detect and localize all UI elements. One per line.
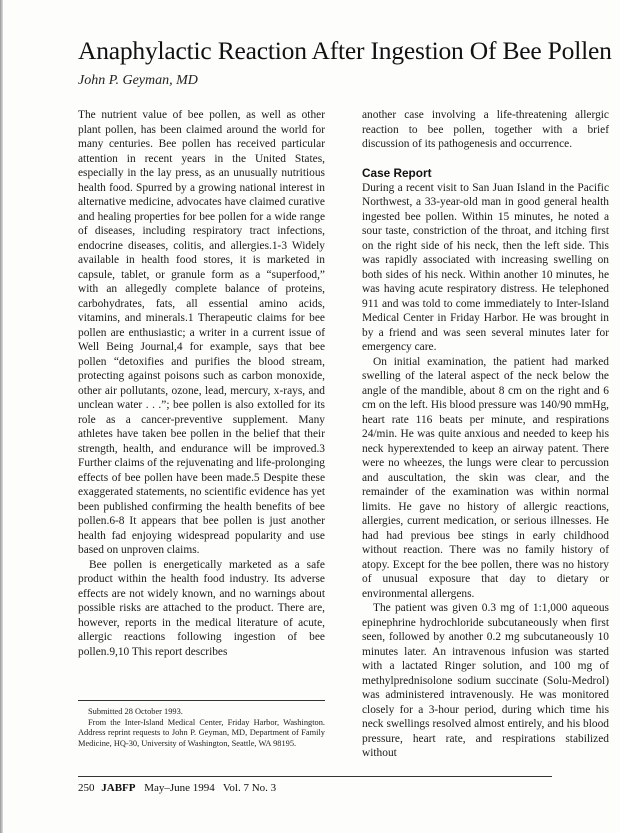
journal-issue: May–June 1994 Vol. 7 No. 3 [144,782,277,794]
paragraph-case-history: During a recent visit to San Juan Island in the Pacific Northwest, a 33-year-old man in good general health ingested bee pollen. Within 15 minutes, he noted a sour taste, constriction of the throat, and itching first on the right side of his neck, then the left side. This was rapidly associated with increasing swelling on both sides of his neck. Within another 10 minutes, he was having acute respiratory distress. He telephoned 911 and was told to come immediately to Inter-Island Medical Center in Friday Harbor. He was brought in by a friend and was seen several minutes later for emergency care. [362,181,609,353]
page-footer [78,781,276,795]
footnote-submitted: Submitted 28 October 1993. [88,707,183,716]
page-number: 250 [78,782,95,794]
right-column [362,108,609,761]
footer-divider [78,776,552,777]
paragraph-examination: On initial examination, the patient had marked swelling of the lateral aspect of the neck below the angle of the mandible, about 8 cm on the right and 6 cm on the left. His blood pressure was 140/90 mmHg, heart rate 116 beats per minute, and respirations 24/min. He was quite anxious and needed to keep his neck hyperextended to keep an airway patent. There were no wheezes, the lungs were clear to percussion and auscultation, the skin was clear, and the remainder of the examination was within normal limits. He gave no history of allergic reactions, allergies, current medication, or serious illnesses. He had had previous bee stings in early childhood without reaction. There was no family history of atopy. Except for the bee pollen, there was no history of unusual exposure that day to dietary or environmental allergens. [362,355,609,600]
paragraph-marketing: Bee pollen is energetically marketed as a safe product within the health food industry. Its adverse effects are not widely known, and no warnings about possible risks are attached to the product. There are, however, reports in the medical literature of acute, allergic reactions following ingestion of bee pollen.9,10 This report describes [78,558,325,658]
footnotes [78,707,325,749]
section-heading-case-report: Case Report [362,166,432,180]
paragraph-intro-continued: another case involving a life-threatening allergic reaction to bee pollen, together with a brief discussion of its pathogenesis and occurrence. [362,109,609,150]
article-author: John P. Geyman, MD [78,73,198,88]
footnote-affiliation: From the Inter-Island Medical Center, Friday Harbor, Washington. Address reprint requests to John P. Geyman, MD, Department of Family Medicine, HQ-30, University of Washington, Seattle, WA 98195. [78,717,325,748]
left-column [78,108,325,659]
page-binding-edge [0,0,3,833]
footnote-divider [78,700,325,701]
paragraph-intro: The nutrient value of bee pollen, as well as other plant pollen, has been claimed around the world for many centuries. Bee pollen has received particular attention in recent years in the United States, especially in the lay press, as an unusually nutritious health food. Spurred by a growing national interest in alternative medicine, advocates have claimed curative and healing properties for bee pollen for a wide range of diseases, including respiratory tract infections, endocrine diseases, colitis, and allergies.1-3 Widely available in health food stores, it is marketed in capsule, tablet, or granule form as a “superfood,” with an allegedly complete balance of proteins, carbohydrates, fats, all essential amino acids, vitamins, and minerals.1 Therapeutic claims for bee pollen are enthusiastic; a writer in a current issue of Well Being Journal,4 for example, says that bee pollen “detoxifies and purifies the blood stream, protecting against poisons such as carbon monoxide, other air pollutants, ozone, lead, mercury, x-rays, and unclean water . . .”; bee pollen is also extolled for its role as a cancer-preventive supplement. Many athletes have taken bee pollen in the belief that their strength, health, and endurance will be improved.3 Further claims of the rejuvenating and life-prolonging effects of bee pollen have been made.5 Despite these exaggerated statements, no scientific evidence has yet been published confirming the health benefits of bee pollen.6-8 It appears that bee pollen is just another health fad enjoying widespread popularity and use based on unproven claims. [78,109,325,556]
journal-name: JABFP [101,782,136,794]
paragraph-treatment: The patient was given 0.3 mg of 1:1,000 aqueous epinephrine hydrochloride subcutaneously when first seen, followed by another 0.2 mg subcutaneously 10 minutes later. An intravenous infusion was started with a lactated Ringer solution, and 100 mg of methylprednisolone sodium succinate (Solu-Medrol) was administered intravenously. He was monitored closely for a 3-hour period, during which time his neck swellings resolved almost entirely, and his blood pressure, heart rate, and respirations stabilized without [362,602,609,759]
article-title: Anaphylactic Reaction After Ingestion Of Bee Pollen [78,36,612,65]
